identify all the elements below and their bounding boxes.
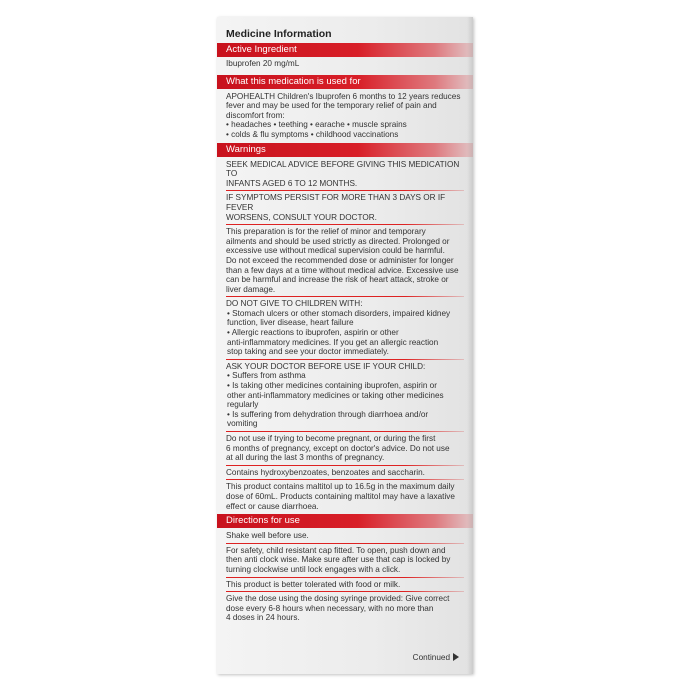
text-line: excessive use without medical supervision could be harmful. bbox=[226, 246, 445, 256]
direction-shake: Shake well before use. bbox=[226, 531, 309, 541]
text-line: can be harmful and increase the risk of heart attack, stroke or bbox=[226, 275, 449, 285]
warning-seek-advice bbox=[217, 157, 473, 189]
text-line: liver damage. bbox=[226, 284, 276, 294]
direction-cap bbox=[217, 546, 473, 575]
list-item bbox=[226, 328, 465, 357]
list-item bbox=[226, 410, 465, 429]
text-line: than a few days at a time without medical advice. Excessive use bbox=[226, 265, 459, 275]
text-line: Do not exceed the recommended dose or administer for longer bbox=[226, 255, 454, 265]
text-line: discomfort from: bbox=[226, 110, 285, 120]
section-header-active-ingredient: Active Ingredient bbox=[217, 43, 473, 57]
text-line: regularly bbox=[227, 400, 259, 410]
text-line: This preparation is for the relief of minor and temporary bbox=[226, 227, 426, 237]
warning-pregnancy bbox=[217, 434, 473, 463]
continued-label bbox=[413, 653, 459, 662]
section-header-used-for: What this medication is used for bbox=[217, 75, 473, 89]
panel-title: Medicine Information bbox=[226, 28, 332, 40]
continued-text: Continued bbox=[412, 653, 450, 662]
divider bbox=[226, 479, 464, 480]
text-line: turning clockwise until lock engages with a click. bbox=[226, 564, 401, 574]
warning-symptoms-persist bbox=[217, 193, 473, 222]
divider bbox=[226, 591, 464, 592]
text-line: dose of 60mL. Products containing maltitol may have a laxative bbox=[226, 491, 455, 501]
text-line: anti-inflammatory medicines. If you get an allergic reaction bbox=[227, 337, 439, 347]
text-line: WORSENS, CONSULT YOUR DOCTOR. bbox=[226, 212, 377, 222]
text-line: ailments and should be used strictly as directed. Prolonged or bbox=[226, 236, 450, 246]
text-line: INFANTS AGED 6 TO 12 MONTHS. bbox=[226, 178, 358, 188]
text-line: then anti clock wise. Make sure after use that cap is locked by bbox=[226, 555, 451, 565]
text-line: IF SYMPTOMS PERSIST FOR MORE THAN 3 DAYS OR IF FEVER bbox=[226, 193, 446, 212]
text-line: at all during the last 3 months of pregnancy. bbox=[226, 453, 385, 463]
divider bbox=[226, 543, 464, 544]
divider bbox=[226, 296, 464, 297]
text-line: fever and may be used for the temporary relief of pain and bbox=[226, 101, 437, 111]
text-line: SEEK MEDICAL ADVICE BEFORE GIVING THIS MEDICATION TO bbox=[226, 159, 460, 179]
subheading: ASK YOUR DOCTOR BEFORE USE IF YOUR CHILD: bbox=[226, 361, 426, 371]
direction-dose bbox=[217, 594, 473, 623]
direction-food: This product is better tolerated with food or milk. bbox=[226, 579, 401, 589]
text-line: • Allergic reactions to ibuprofen, aspirin or other bbox=[227, 328, 399, 338]
text-line: 4 doses in 24 hours. bbox=[226, 613, 300, 623]
text-line: This product contains maltitol up to 16.5g in the maximum daily bbox=[226, 482, 455, 492]
warning-ask-doctor bbox=[217, 362, 473, 429]
text-line: effect or cause diarrhoea. bbox=[226, 501, 319, 511]
divider bbox=[226, 431, 464, 432]
text-line: • Stomach ulcers or other stomach disorders, impaired kidney bbox=[227, 308, 451, 318]
text-line: vomiting bbox=[227, 419, 258, 429]
divider bbox=[226, 224, 464, 225]
warning-preparation bbox=[217, 227, 473, 294]
list-item bbox=[226, 309, 465, 328]
play-arrow-icon bbox=[453, 653, 459, 661]
text-line: other anti-inflammatory medicines or taking other medicines bbox=[227, 390, 444, 400]
warning-contains: Contains hydroxybenzoates, benzoates and saccharin. bbox=[226, 467, 425, 477]
divider bbox=[226, 359, 464, 360]
symptom-list-line: • colds & flu symptoms • childhood vaccinations bbox=[226, 129, 399, 139]
used-for-text bbox=[217, 89, 473, 140]
list-item: • Suffers from asthma bbox=[227, 371, 306, 381]
text-line: Give the dose using the dosing syringe provided: Give correct bbox=[226, 594, 450, 604]
divider bbox=[226, 465, 464, 466]
list-item bbox=[226, 381, 465, 410]
text-line: • Is taking other medicines containing ibuprofen, aspirin or bbox=[227, 381, 437, 391]
text-line: • Is suffering from dehydration through diarrhoea and/or bbox=[227, 409, 429, 419]
text-line: stop taking and see your doctor immediately. bbox=[227, 347, 389, 357]
text-line: 6 months of pregnancy, except on doctor's advice. Do not use bbox=[226, 443, 450, 453]
divider bbox=[226, 190, 464, 191]
symptom-list-line: • headaches • teething • earache • muscle sprains bbox=[226, 120, 407, 130]
text-line: For safety, child resistant cap fitted. To open, push down and bbox=[226, 545, 446, 555]
medicine-information-panel bbox=[217, 17, 473, 674]
subheading: DO NOT GIVE TO CHILDREN WITH: bbox=[226, 299, 363, 309]
text-line: dose every 6-8 hours when necessary, with no more than bbox=[226, 603, 434, 613]
text-line: Do not use if trying to become pregnant, or during the first bbox=[226, 434, 436, 443]
section-header-warnings: Warnings bbox=[217, 143, 473, 157]
warning-do-not-give bbox=[217, 299, 473, 357]
active-ingredient-value: Ibuprofen 20 mg/mL bbox=[226, 59, 300, 68]
section-header-directions: Directions for use bbox=[217, 514, 473, 528]
divider bbox=[226, 577, 464, 578]
text-line: function, liver disease, heart failure bbox=[227, 318, 354, 328]
text-line: APOHEALTH Children's Ibuprofen 6 months to 12 years reduces bbox=[226, 91, 461, 101]
warning-maltitol bbox=[217, 482, 473, 513]
